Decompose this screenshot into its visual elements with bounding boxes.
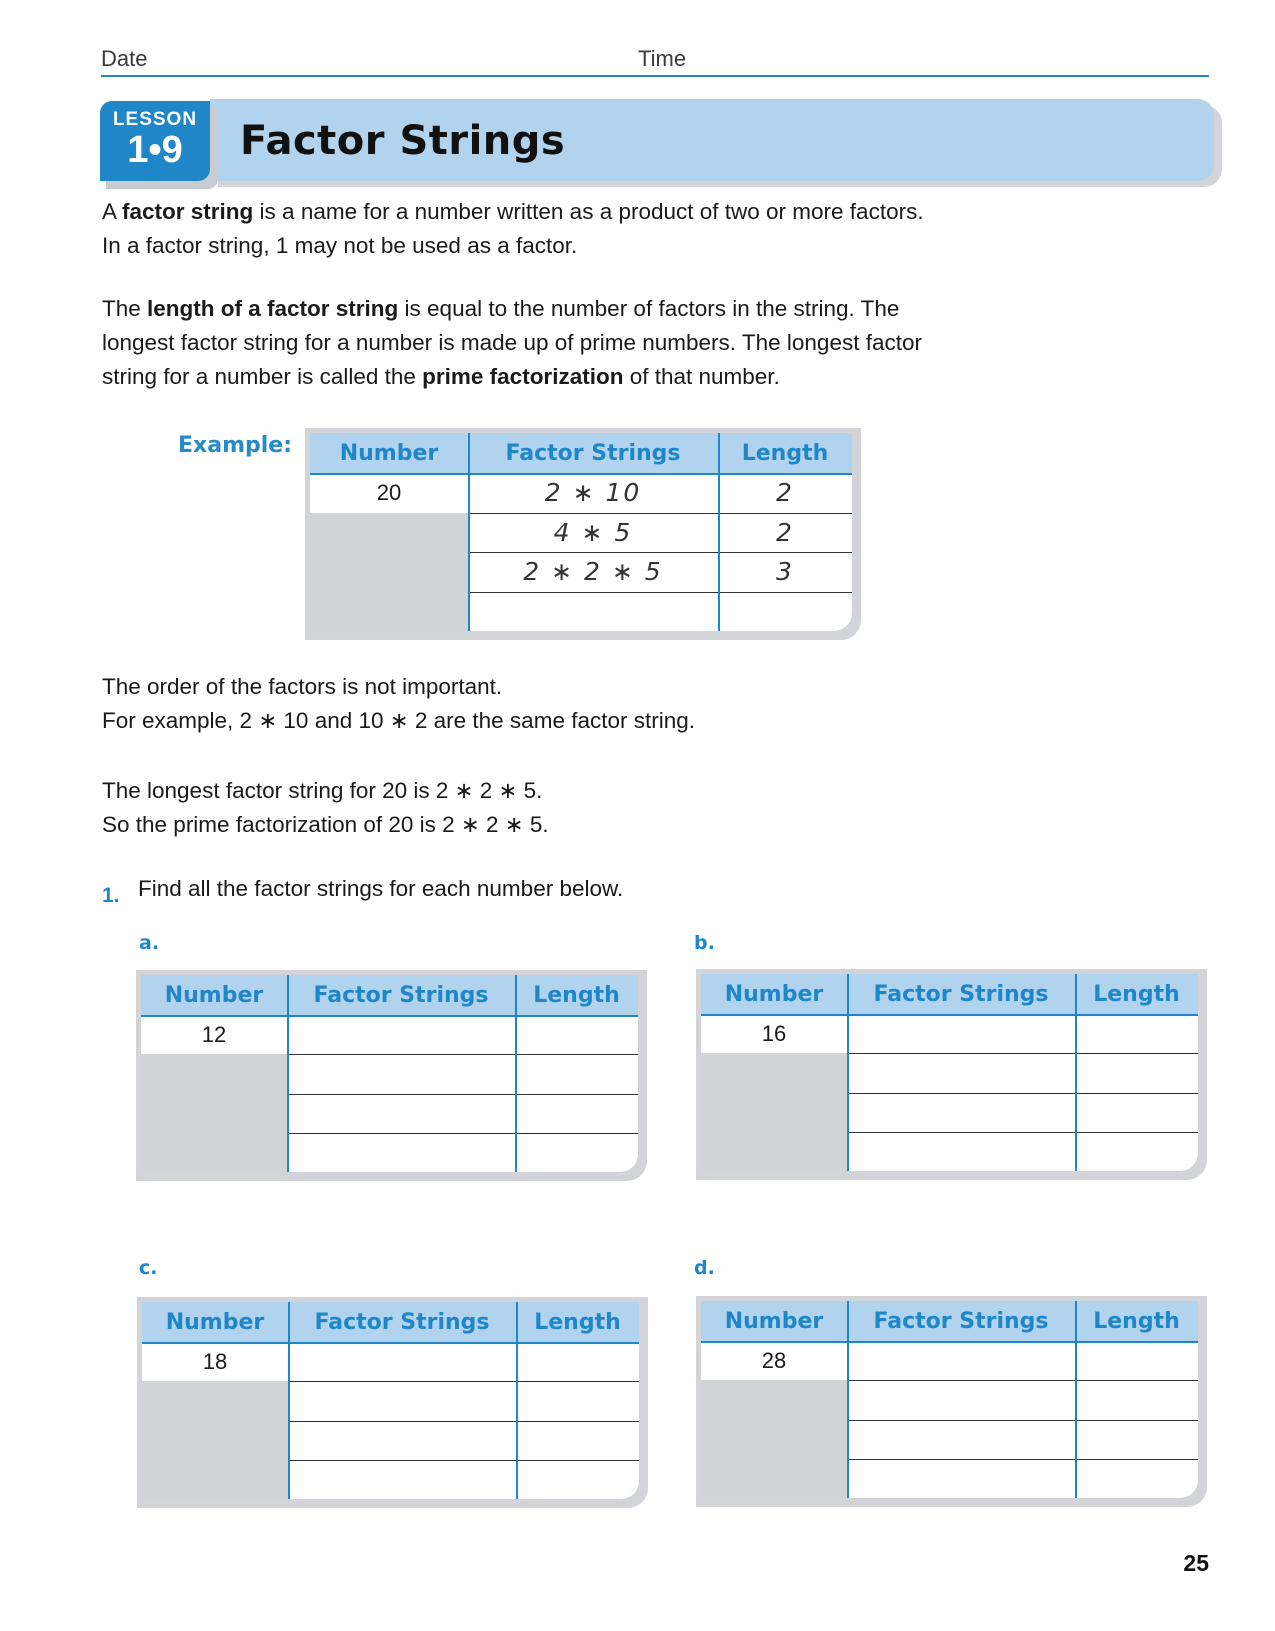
factor-string-cell: 2 ∗ 10: [544, 478, 642, 508]
table-body: [142, 1302, 639, 1499]
table-row: [310, 592, 852, 632]
table-row: [701, 1341, 1198, 1381]
table-body: [701, 974, 1198, 1171]
intro-p2-line3: [102, 360, 922, 394]
column-header-length: Length: [1093, 1308, 1180, 1334]
column-header-number: Number: [724, 1308, 824, 1334]
table-row: [142, 1421, 639, 1461]
column-divider: [1075, 974, 1077, 1171]
column-header-factor-strings: Factor Strings: [873, 981, 1049, 1007]
intro-p2-line2: longest factor string for a number is made up of prime numbers. The longest factor: [102, 330, 922, 355]
column-divider: [468, 433, 470, 631]
text-segment: is a name for a number written as a product of two or more factors.: [253, 199, 924, 224]
length-cell: 2: [776, 517, 794, 547]
column-divider: [516, 1302, 518, 1499]
time-label: Time: [638, 46, 687, 71]
length-cell[interactable]: [515, 1015, 638, 1054]
table-row: [142, 1381, 639, 1421]
factor-string-cell[interactable]: [847, 1341, 1075, 1380]
table-row: [310, 552, 852, 593]
factor-string-cell[interactable]: [287, 1015, 515, 1054]
table-header-row: [701, 974, 1198, 1016]
table-row: [141, 1094, 638, 1134]
table-row: [701, 1459, 1198, 1498]
length-cell[interactable]: [1075, 1014, 1198, 1053]
column-header-number: Number: [339, 440, 439, 466]
shaded-cell: [310, 513, 468, 553]
factor-string-cell[interactable]: [288, 1381, 516, 1420]
factor-table-b: [701, 974, 1208, 1181]
number-cell: 28: [761, 1347, 787, 1373]
factor-string-cell[interactable]: [288, 1421, 516, 1460]
intro-paragraph-2: [102, 292, 922, 394]
header-rule: [101, 75, 1209, 77]
column-header-number: Number: [164, 982, 264, 1008]
intro-p1-line2: In a factor string, 1 may not be used as a factor.: [102, 233, 578, 258]
column-header-length: Length: [534, 1309, 621, 1335]
shaded-cell: [701, 1420, 847, 1459]
question-text: Find all the factor strings for each number below.: [138, 876, 624, 901]
length-cell: 3: [776, 557, 794, 587]
factor-string-cell[interactable]: [847, 1420, 1075, 1459]
factor-string-cell[interactable]: [847, 1459, 1075, 1498]
factor-string-cell[interactable]: [847, 1014, 1075, 1053]
length-cell[interactable]: [516, 1421, 639, 1460]
factor-string-cell[interactable]: [287, 1054, 515, 1093]
length-cell: [718, 592, 852, 632]
page-number: 25: [1183, 1550, 1209, 1576]
factor-string-cell[interactable]: [847, 1093, 1075, 1132]
length-cell[interactable]: [1075, 1093, 1198, 1132]
shaded-cell: [142, 1421, 288, 1460]
factor-string-cell[interactable]: [288, 1342, 516, 1381]
order-note-line2: For example, 2 ∗ 10 and 10 ∗ 2 are the same factor string.: [102, 708, 695, 733]
factor-string-cell: [468, 592, 718, 632]
shaded-cell: [701, 1380, 847, 1419]
text-segment: of that number.: [623, 364, 780, 389]
length-cell[interactable]: [516, 1342, 639, 1381]
table-row: [701, 1093, 1198, 1133]
order-note: [102, 670, 695, 738]
bold-term: length of a factor string: [147, 296, 399, 321]
shaded-cell: [701, 1093, 847, 1132]
factor-table-c: [142, 1302, 649, 1509]
length-cell[interactable]: [1075, 1380, 1198, 1419]
column-header-factor-strings: Factor Strings: [314, 1309, 490, 1335]
table-header-row: [701, 1301, 1198, 1343]
date-label: Date: [101, 46, 148, 71]
order-note-line1: The order of the factors is not important.: [102, 674, 503, 699]
text-segment: A: [102, 199, 123, 224]
table-row: [142, 1460, 639, 1499]
longest-note: [102, 774, 549, 842]
table-body: [141, 975, 638, 1172]
table-header-row: [141, 975, 638, 1017]
intro-paragraph-1: [102, 195, 924, 263]
example-table: [310, 433, 862, 641]
length-cell[interactable]: [515, 1054, 638, 1093]
table-row: [141, 1133, 638, 1172]
factor-string-cell[interactable]: [847, 1053, 1075, 1092]
length-cell[interactable]: [1075, 1420, 1198, 1459]
factor-string-cell[interactable]: [287, 1133, 515, 1172]
column-header-number: Number: [724, 981, 824, 1007]
length-cell[interactable]: [1075, 1459, 1198, 1498]
bold-term: prime factorization: [422, 364, 624, 389]
longest-note-line1: The longest factor string for 20 is 2 ∗ 2 ∗ 5.: [102, 778, 543, 803]
column-divider: [288, 1302, 290, 1499]
part-a-label: a.: [139, 932, 160, 954]
factor-string-cell: 4 ∗ 5: [553, 517, 633, 547]
column-header-factor-strings: Factor Strings: [505, 440, 681, 466]
shaded-cell: [142, 1381, 288, 1420]
shaded-cell: [310, 592, 468, 632]
shaded-cell: [701, 1459, 847, 1498]
factor-string-cell[interactable]: [287, 1094, 515, 1133]
factor-string-cell[interactable]: [847, 1132, 1075, 1171]
factor-string-cell[interactable]: [288, 1460, 516, 1499]
number-cell: 16: [761, 1020, 787, 1046]
number-cell: 12: [201, 1021, 227, 1047]
length-cell[interactable]: [1075, 1341, 1198, 1380]
part-d-label: d.: [694, 1257, 715, 1279]
page-title: Factor Strings: [240, 118, 566, 164]
length-cell[interactable]: [515, 1094, 638, 1133]
shaded-cell: [141, 1054, 287, 1093]
factor-table-d: [701, 1301, 1208, 1508]
longest-note-line2: So the prime factorization of 20 is 2 ∗ 2 ∗ 5.: [102, 812, 549, 837]
factor-table-a: [141, 975, 648, 1182]
shaded-cell: [310, 552, 468, 592]
table-row: [701, 1420, 1198, 1460]
text-segment: The: [102, 296, 148, 321]
lesson-word: LESSON: [112, 109, 198, 130]
intro-p1-line1: [102, 195, 924, 229]
number-cell: 18: [202, 1348, 228, 1374]
column-header-length: Length: [741, 440, 829, 466]
column-divider: [847, 1301, 849, 1498]
table-header-row: [310, 433, 852, 475]
column-divider: [847, 974, 849, 1171]
lesson-number: 1•9: [127, 129, 183, 171]
shaded-cell: [701, 1053, 847, 1092]
table-row: [310, 513, 852, 554]
length-cell[interactable]: [515, 1133, 638, 1172]
column-header-number: Number: [165, 1309, 265, 1335]
length-cell[interactable]: [1075, 1132, 1198, 1171]
intro-p2-line1: [102, 292, 922, 326]
shaded-cell: [142, 1460, 288, 1499]
table-row: [701, 1380, 1198, 1420]
table-row: [141, 1015, 638, 1055]
part-c-label: c.: [139, 1257, 158, 1279]
length-cell[interactable]: [1075, 1053, 1198, 1092]
length-cell[interactable]: [516, 1381, 639, 1420]
table-header-row: [142, 1302, 639, 1344]
part-b-label: b.: [694, 932, 715, 954]
table-row: [701, 1132, 1198, 1171]
table-row: [701, 1014, 1198, 1054]
column-divider: [718, 433, 720, 631]
column-divider: [515, 975, 517, 1172]
table-row: [701, 1053, 1198, 1093]
column-header-factor-strings: Factor Strings: [873, 1308, 1049, 1334]
factor-string-cell: 2 ∗ 2 ∗ 5: [523, 557, 663, 587]
table-row: [141, 1054, 638, 1094]
column-divider: [1075, 1301, 1077, 1498]
example-label: Example:: [178, 433, 292, 458]
factor-string-cell[interactable]: [847, 1380, 1075, 1419]
bold-term: factor string: [122, 199, 254, 224]
column-header-factor-strings: Factor Strings: [313, 982, 489, 1008]
length-cell[interactable]: [516, 1460, 639, 1499]
column-header-length: Length: [1093, 981, 1180, 1007]
question-number: 1.: [102, 884, 120, 907]
number-cell: 20: [376, 479, 402, 505]
shaded-cell: [141, 1094, 287, 1133]
shaded-cell: [141, 1133, 287, 1172]
text-segment: string for a number is called the: [102, 364, 423, 389]
lesson-badge: [100, 101, 210, 181]
text-segment: is equal to the number of factors in the string. The: [398, 296, 900, 321]
table-row: [310, 473, 852, 514]
shaded-cell: [701, 1132, 847, 1171]
table-body: [310, 433, 852, 631]
length-cell: 2: [776, 478, 794, 508]
table-row: [142, 1342, 639, 1382]
column-divider: [287, 975, 289, 1172]
table-body: [701, 1301, 1198, 1498]
column-header-length: Length: [533, 982, 620, 1008]
